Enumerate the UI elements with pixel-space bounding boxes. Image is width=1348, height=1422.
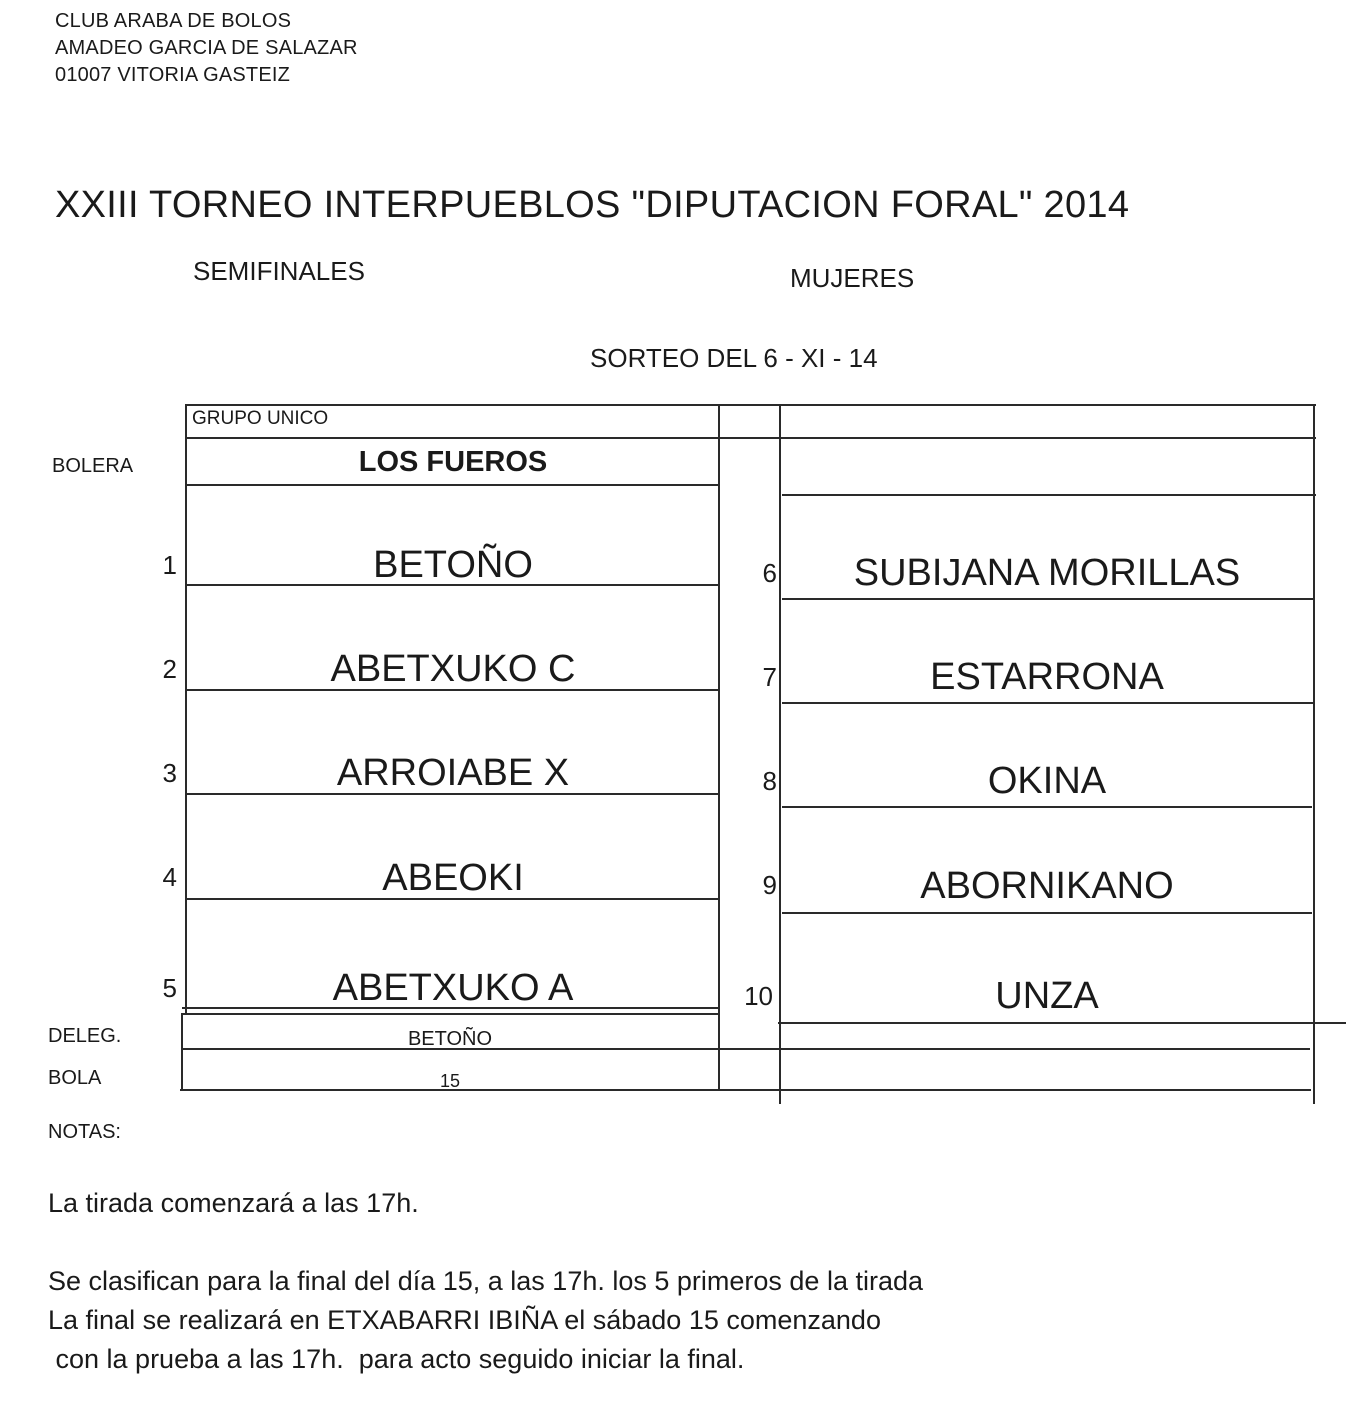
right-team: UNZA (995, 975, 1099, 1017)
table-line (782, 494, 1316, 496)
left-number: 2 (162, 654, 177, 684)
table-line-right (1313, 404, 1315, 1104)
right-number: 10 (744, 981, 773, 1011)
right-team: SUBIJANA MORILLAS (853, 552, 1241, 594)
category-label: MUJERES (790, 263, 915, 293)
left-number: 5 (162, 973, 177, 1003)
left-team: ABETXUKO A (332, 967, 574, 1009)
deleg-value: BETOÑO (407, 1028, 493, 1050)
note-line: Se clasifican para la final del día 15, a las 17h. los 5 primeros de la tirada (48, 1266, 923, 1296)
left-number: 3 (162, 758, 177, 788)
table-line (185, 437, 1316, 439)
right-number: 9 (762, 870, 777, 900)
right-number: 7 (762, 662, 777, 692)
table-line-left (181, 1013, 183, 1091)
table-line-left (185, 404, 187, 1014)
left-team: ABEOKI (382, 857, 524, 899)
table-line-mid (779, 404, 781, 1104)
table-line (185, 484, 720, 486)
draw-date: SORTEO DEL 6 - XI - 14 (590, 343, 878, 373)
left-team: ARROIABE X (336, 752, 570, 794)
group-label: GRUPO UNICO (192, 408, 329, 429)
bolera-value: LOS FUEROS (358, 446, 548, 478)
note-line: con la prueba a las 17h. para acto seguido iniciar la final. (48, 1344, 745, 1374)
bolera-label: BOLERA (52, 455, 134, 477)
right-team: ESTARRONA (930, 656, 1164, 698)
table-line (778, 1022, 1346, 1024)
right-number: 8 (762, 766, 777, 796)
left-number: 4 (162, 862, 177, 892)
note-line: La final se realizará en ETXABARRI IBIÑA el sábado 15 comenzando (48, 1305, 881, 1335)
table-line (782, 912, 1312, 914)
bola-value: 15 (439, 1071, 461, 1091)
table-line (182, 1013, 718, 1015)
table-line-top (185, 404, 1316, 406)
table-line (782, 806, 1312, 808)
table-line (782, 598, 1314, 600)
left-team: BETOÑO (373, 544, 533, 586)
club-name: CLUB ARABA DE BOLOS (55, 10, 292, 32)
right-team: ABORNIKANO (920, 865, 1174, 907)
notes-label: NOTAS: (48, 1121, 121, 1143)
left-number: 1 (162, 550, 177, 580)
table-line (782, 702, 1314, 704)
phase-label: SEMIFINALES (193, 256, 365, 286)
note-line: La tirada comenzará a las 17h. (48, 1188, 419, 1218)
club-address: AMADEO GARCIA DE SALAZAR (55, 37, 358, 59)
deleg-label: DELEG. (48, 1025, 122, 1047)
right-team: OKINA (987, 760, 1107, 802)
left-team: ABETXUKO C (330, 648, 576, 690)
club-city: 01007 VITORIA GASTEIZ (55, 64, 291, 86)
table-line-mid (718, 404, 720, 1091)
bola-label: BOLA (48, 1067, 102, 1089)
tournament-title: XXIII TORNEO INTERPUEBLOS "DIPUTACION FORAL" 2014 (55, 184, 1130, 226)
right-number: 6 (762, 558, 777, 588)
